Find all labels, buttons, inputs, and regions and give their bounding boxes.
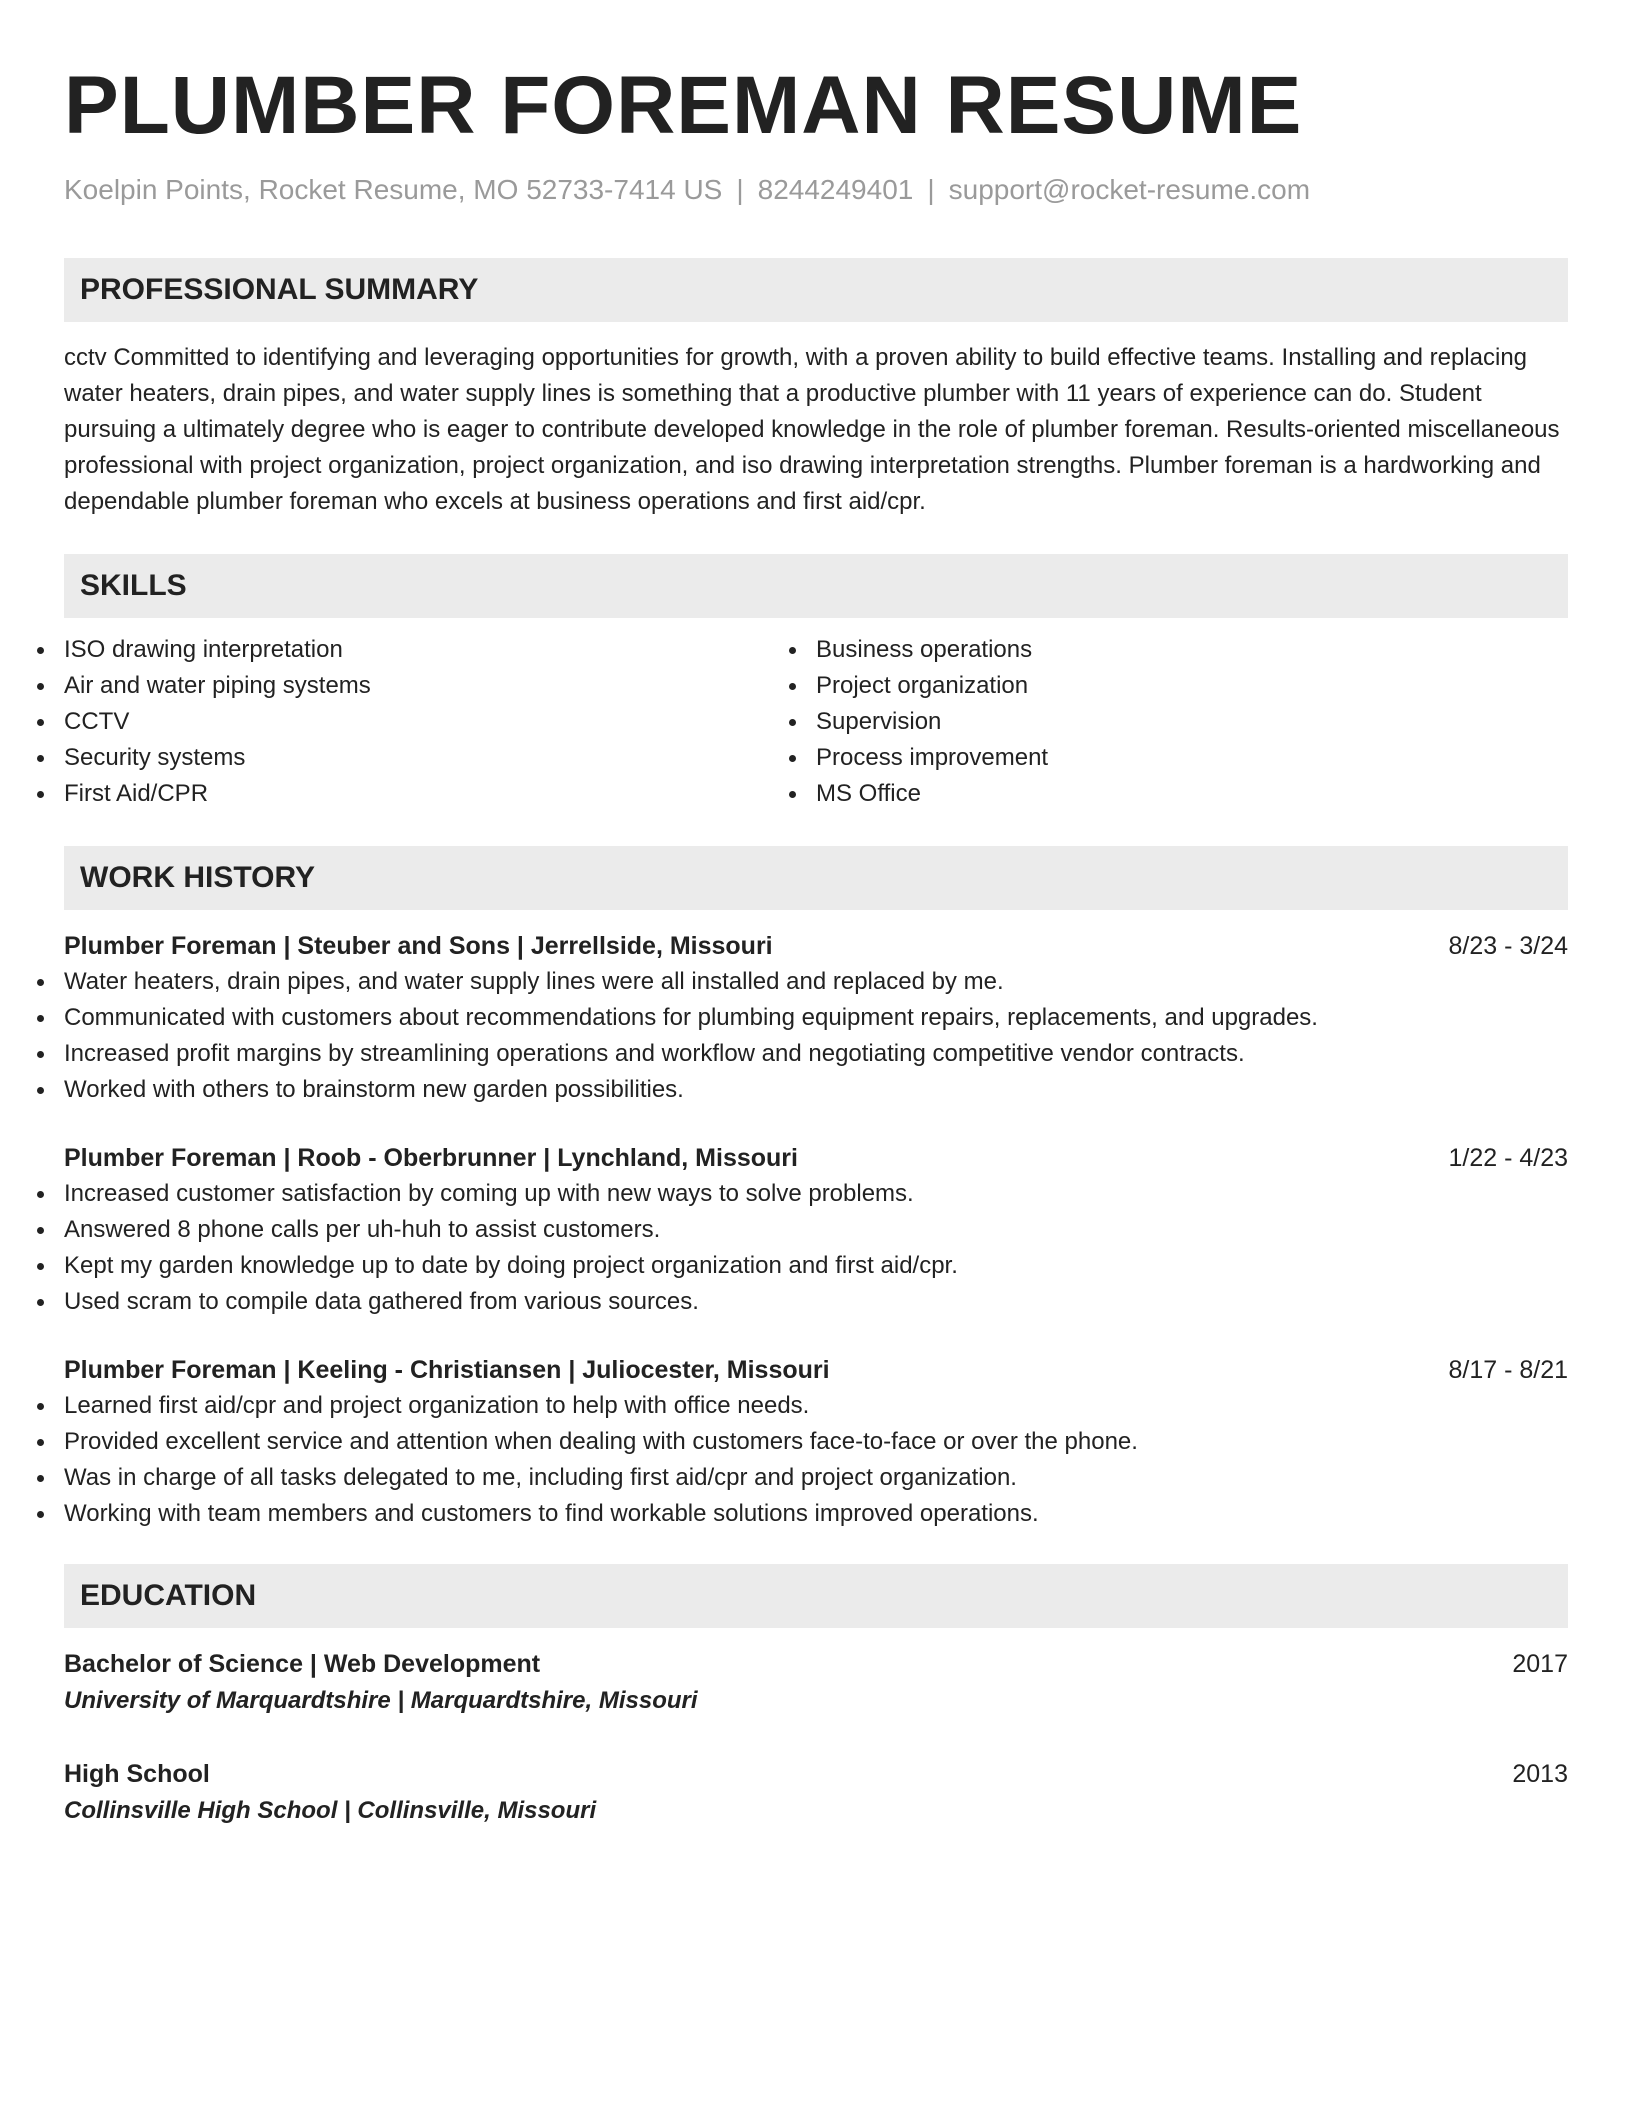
- contact-address: Koelpin Points, Rocket Resume, MO 52733-7414 US: [64, 174, 723, 205]
- job-bullet: Provided excellent service and attention when dealing with customers face-to-face or over the phone.: [64, 1424, 1568, 1460]
- skill-item: Security systems: [64, 740, 816, 776]
- education-entry: [64, 1756, 1568, 1830]
- education-header: [64, 1646, 1568, 1682]
- job-bullet: Answered 8 phone calls per uh-huh to assist customers.: [64, 1212, 1568, 1248]
- job-dates: 1/22 - 4/23: [1448, 1144, 1568, 1172]
- job-title: Plumber Foreman | Keeling - Christiansen | Juliocester, Missouri: [64, 1356, 830, 1384]
- education-degree: Bachelor of Science | Web Development: [64, 1650, 541, 1678]
- contact-email: support@rocket-resume.com: [948, 174, 1311, 205]
- summary-text: cctv Committed to identifying and leveraging opportunities for growth, with a proven ability to build effective teams. Installing and replacing water heaters, drain pipes, and water supply lines is something that a productive plumber with 11 years of experience can do. Student pursuing a ultimately degree who is eager to contribute developed knowledge in the role of plumber foreman. Results-oriented miscellaneous professional with project organization, project organization, and iso drawing interpretation strengths. Plumber foreman is a hardworking and dependable plumber foreman who excels at business operations and first aid/cpr.: [64, 344, 1560, 515]
- contact-separator: |: [927, 174, 935, 205]
- job-bullet: Increased customer satisfaction by coming up with new ways to solve problems.: [64, 1176, 1568, 1212]
- job-bullets: [64, 1176, 1568, 1320]
- skill-item: Business operations: [816, 632, 1568, 668]
- education-heading: EDUCATION: [64, 1564, 1568, 1628]
- education-school: Collinsville High School | Collinsville, Missouri: [64, 1797, 597, 1824]
- skill-item: CCTV: [64, 704, 816, 740]
- contact-separator: |: [736, 174, 744, 205]
- work-history-heading: WORK HISTORY: [64, 846, 1568, 910]
- job-bullet: Worked with others to brainstorm new garden possibilities.: [64, 1072, 1568, 1108]
- contact-line: [64, 172, 1568, 208]
- job-bullets: [64, 964, 1568, 1108]
- skills-heading: SKILLS: [64, 554, 1568, 618]
- job-bullet: Water heaters, drain pipes, and water supply lines were all installed and replaced by me.: [64, 964, 1568, 1000]
- job-bullet: Used scram to compile data gathered from various sources.: [64, 1284, 1568, 1320]
- job-bullet: Learned first aid/cpr and project organization to help with office needs.: [64, 1388, 1568, 1424]
- skill-item: Air and water piping systems: [64, 668, 816, 704]
- skills-section: [64, 554, 1568, 812]
- job-dates: 8/17 - 8/21: [1448, 1356, 1568, 1384]
- skill-item: Supervision: [816, 704, 1568, 740]
- skills-list-left: [64, 632, 816, 812]
- skill-item: Process improvement: [816, 740, 1568, 776]
- job-bullet: Was in charge of all tasks delegated to me, including first aid/cpr and project organization.: [64, 1460, 1568, 1496]
- education-degree: High School: [64, 1760, 210, 1788]
- job-bullet: Kept my garden knowledge up to date by doing project organization and first aid/cpr.: [64, 1248, 1568, 1284]
- job-title: Plumber Foreman | Roob - Oberbrunner | Lynchland, Missouri: [64, 1144, 798, 1172]
- skill-item: First Aid/CPR: [64, 776, 816, 812]
- job-entry: [64, 1140, 1568, 1320]
- summary-heading: PROFESSIONAL SUMMARY: [64, 258, 1568, 322]
- job-dates: 8/23 - 3/24: [1448, 932, 1568, 960]
- job-header: [64, 1140, 1568, 1176]
- job-header: [64, 928, 1568, 964]
- job-entry: [64, 1352, 1568, 1532]
- job-entry: [64, 928, 1568, 1108]
- skill-item: MS Office: [816, 776, 1568, 812]
- skill-item: ISO drawing interpretation: [64, 632, 816, 668]
- education-year: 2017: [1512, 1650, 1568, 1678]
- job-title: Plumber Foreman | Steuber and Sons | Jerrellside, Missouri: [64, 932, 773, 960]
- resume-title: PLUMBER FOREMAN RESUME: [64, 60, 1303, 151]
- contact-phone: 8244249401: [757, 174, 914, 205]
- education-school: University of Marquardtshire | Marquardtshire, Missouri: [64, 1687, 698, 1714]
- education-section: [64, 1564, 1568, 1830]
- education-year: 2013: [1512, 1760, 1568, 1788]
- education-entry: [64, 1646, 1568, 1720]
- skills-grid: [64, 632, 1568, 812]
- education-header: [64, 1756, 1568, 1792]
- skill-item: Project organization: [816, 668, 1568, 704]
- job-bullet: Increased profit margins by streamlining operations and workflow and negotiating competitive vendor contracts.: [64, 1036, 1568, 1072]
- job-bullets: [64, 1388, 1568, 1532]
- job-bullet: Communicated with customers about recommendations for plumbing equipment repairs, replacements, and upgrades.: [64, 1000, 1568, 1036]
- work-history-section: [64, 846, 1568, 1532]
- job-bullet: Working with team members and customers to find workable solutions improved operations.: [64, 1496, 1568, 1532]
- job-header: [64, 1352, 1568, 1388]
- summary-section: [64, 258, 1568, 520]
- skills-list-right: [816, 632, 1568, 812]
